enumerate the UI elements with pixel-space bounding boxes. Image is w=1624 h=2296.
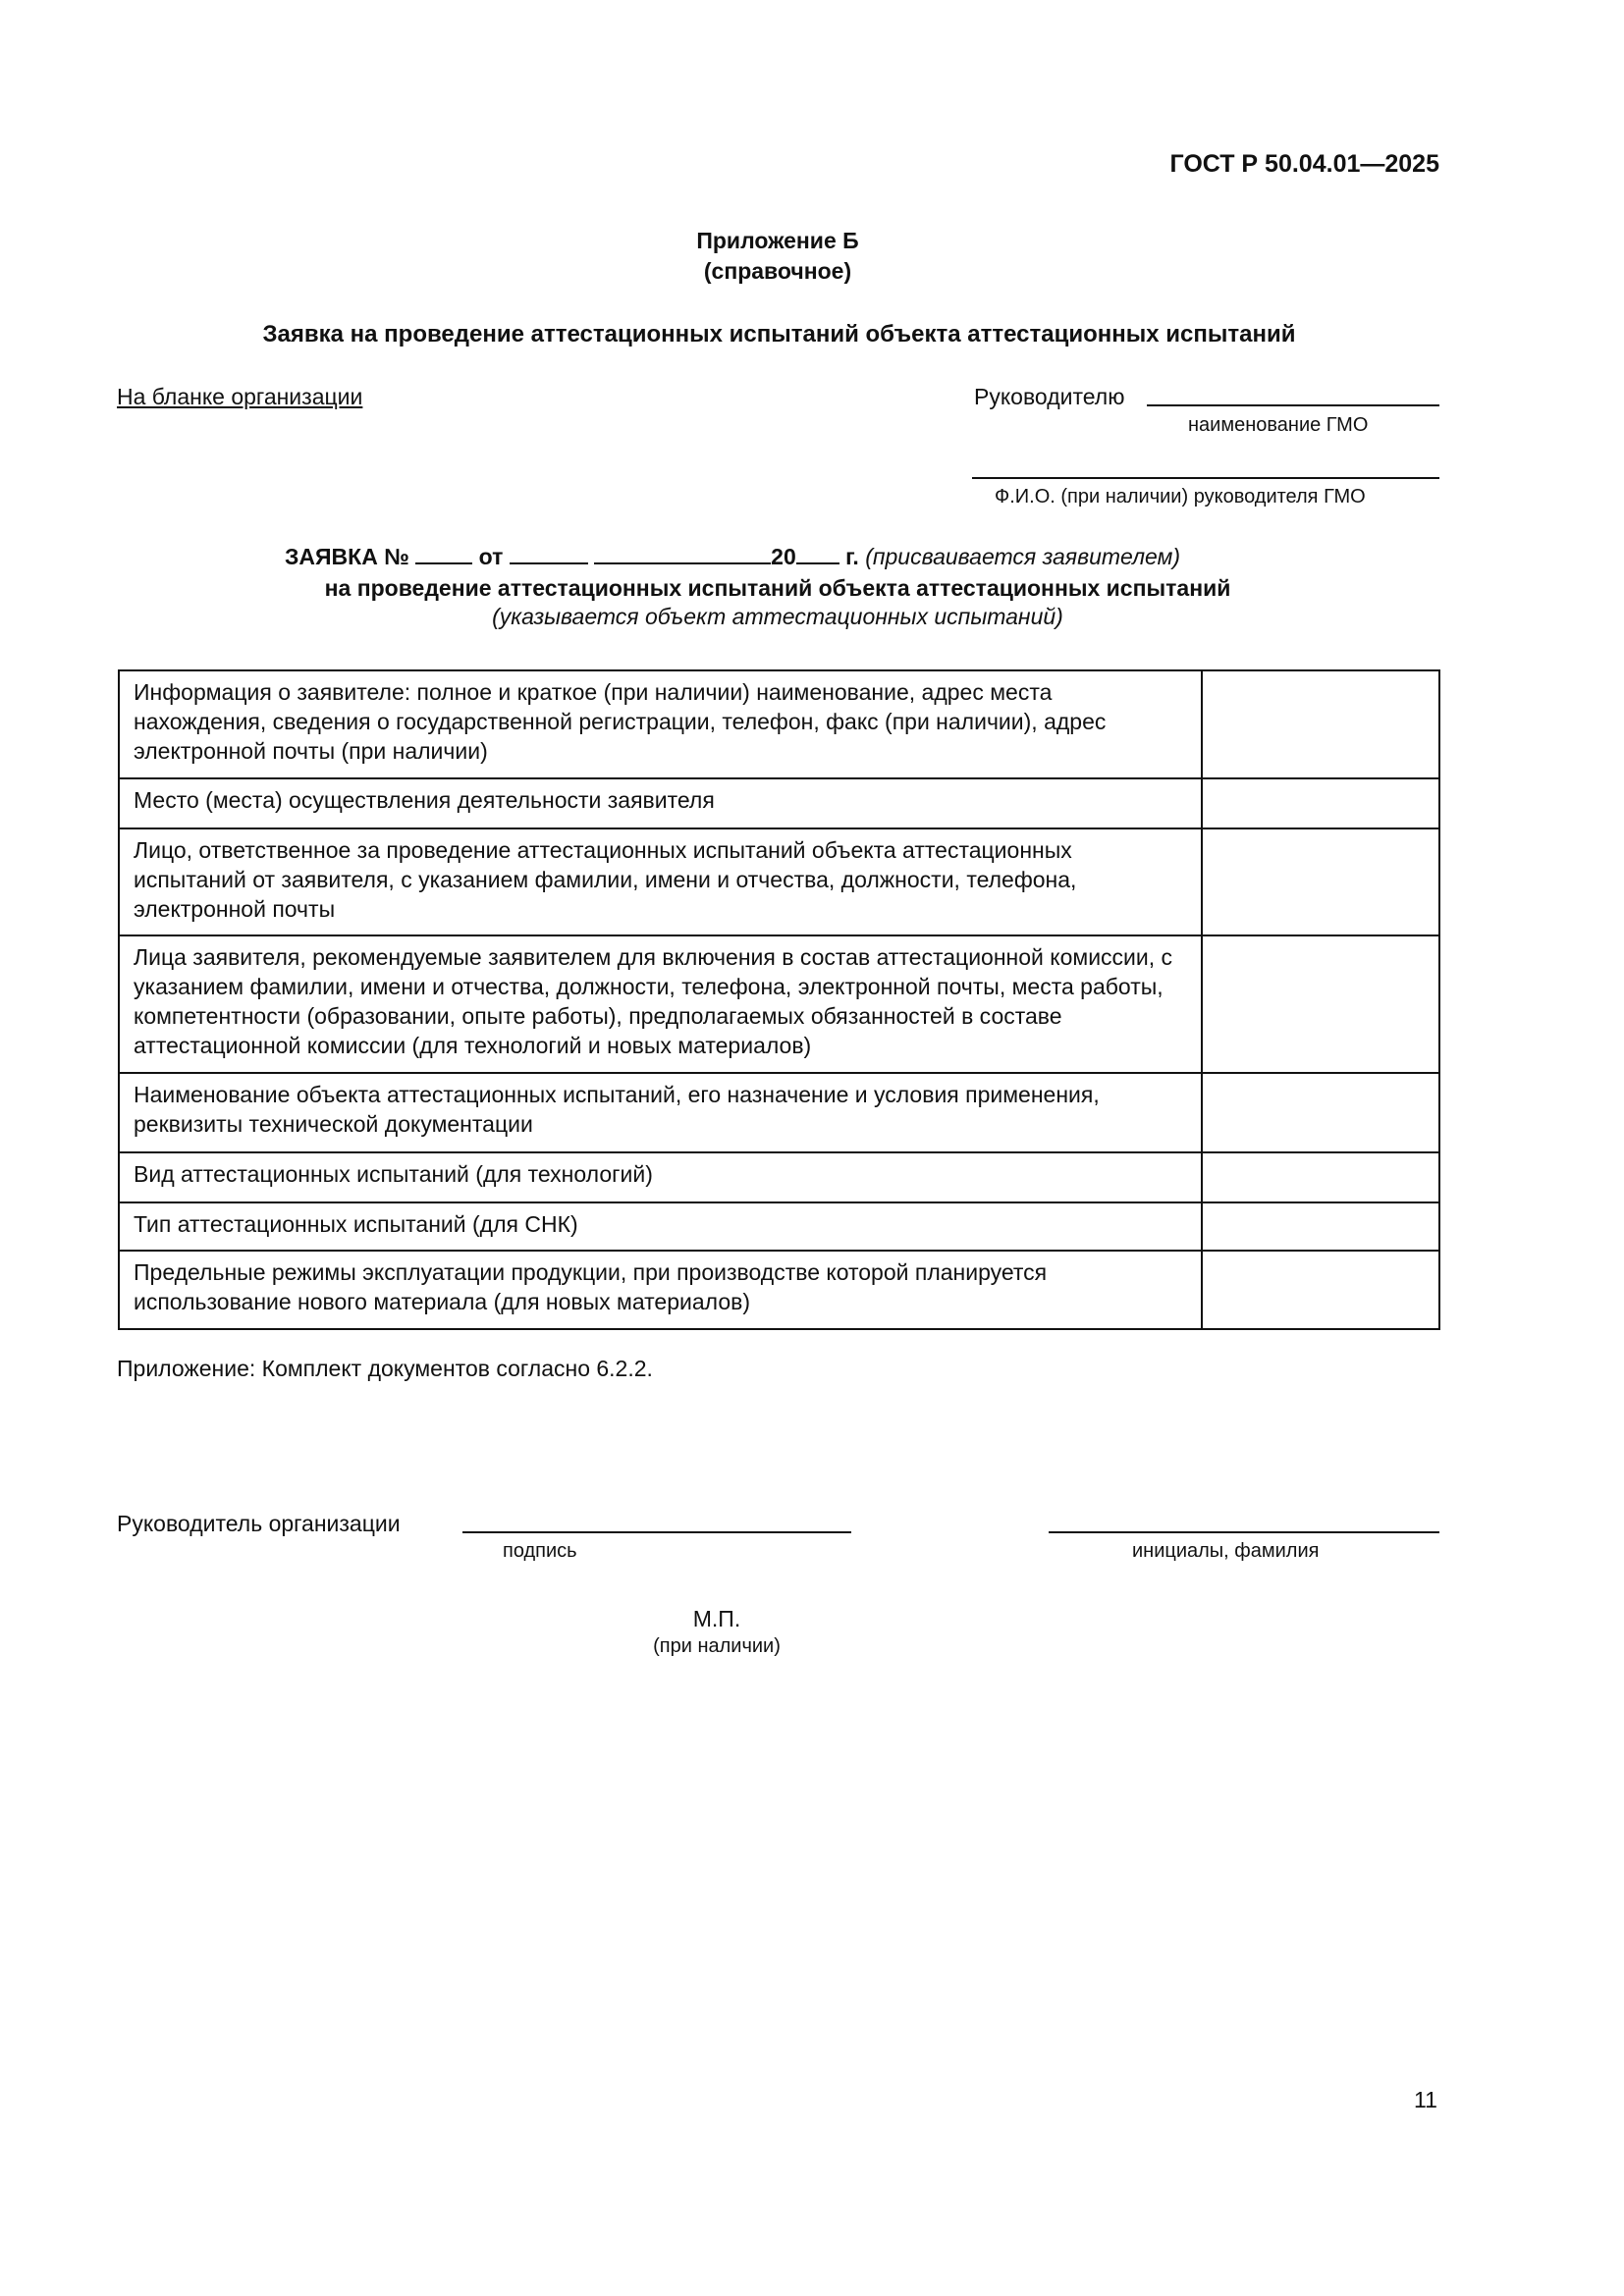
row-value-cell[interactable] xyxy=(1202,1202,1439,1251)
row-value-cell[interactable] xyxy=(1202,935,1439,1073)
row-label: Вид аттестационных испытаний (для технологий) xyxy=(119,1152,1202,1202)
name-hint: инициалы, фамилия xyxy=(1132,1540,1320,1562)
row-label: Информация о заявителе: полное и краткое (при наличии) наименование, адрес места нахождения, сведения о государственной регистрации, телефон, факс (при наличии), адрес электронной почты (при наличии) xyxy=(119,670,1202,778)
row-value-cell[interactable] xyxy=(1202,778,1439,828)
request-line xyxy=(285,544,1180,570)
row-value-cell[interactable] xyxy=(1202,828,1439,935)
table-row xyxy=(119,1152,1439,1202)
table-row xyxy=(119,935,1439,1073)
row-label: Тип аттестационных испытаний (для СНК) xyxy=(119,1202,1202,1251)
addressee-name-hint: наименование ГМО xyxy=(1188,414,1369,436)
row-value-cell[interactable] xyxy=(1202,670,1439,778)
standard-number: ГОСТ Р 50.04.01—2025 xyxy=(1169,150,1439,178)
addressee-label: Руководителю xyxy=(974,384,1125,409)
signature-line xyxy=(462,1531,851,1533)
addressee-name-line xyxy=(1147,404,1439,406)
row-label: Наименование объекта аттестационных испытаний, его назначение и условия применения, реквизиты технической документации xyxy=(119,1073,1202,1152)
row-label: Лицо, ответственное за проведение аттестационных испытаний объекта аттестационных испытаний от заявителя, с указанием фамилии, имени и отчества, должности, телефона, электронной почты xyxy=(119,828,1202,935)
request-g: г. xyxy=(845,544,859,569)
addressee-fio-hint: Ф.И.О. (при наличии) руководителя ГМО xyxy=(995,486,1366,507)
table-row xyxy=(119,828,1439,935)
page-number: 11 xyxy=(1414,2087,1437,2112)
request-year: 20 xyxy=(771,544,796,569)
table-row xyxy=(119,1202,1439,1251)
table-row xyxy=(119,670,1439,778)
row-value-cell[interactable] xyxy=(1202,1073,1439,1152)
table-row xyxy=(119,778,1439,828)
stamp-label: М.П. xyxy=(692,1606,741,1631)
application-table xyxy=(118,669,1440,1330)
addressee-fio-line xyxy=(972,477,1439,479)
appendix-kind: (справочное) xyxy=(703,258,852,284)
signature-label: Руководитель организации xyxy=(117,1511,401,1536)
stamp-note: (при наличии) xyxy=(653,1635,781,1657)
row-label: Лица заявителя, рекомендуемые заявителем для включения в состав аттестационной комиссии, с указанием фамилии, имени и отчества, должности, телефона, электронной почты, места работы, компетентности (образовании, опыте работы), предполагаемых обязанностей в составе аттестационной комиссии (для технологий и новых материалов) xyxy=(119,935,1202,1073)
request-assigned-note: (присваивается заявителем) xyxy=(865,544,1181,569)
request-object-hint: (указывается объект аттестационных испытаний) xyxy=(492,604,1063,629)
document-title: Заявка на проведение аттестационных испытаний объекта аттестационных испытаний xyxy=(262,321,1296,347)
request-subject: на проведение аттестационных испытаний объекта аттестационных испытаний xyxy=(324,575,1231,601)
request-from: от xyxy=(478,544,504,569)
row-label: Предельные режимы эксплуатации продукции, при производстве которой планируется использование нового материала (для новых материалов) xyxy=(119,1251,1202,1329)
letterhead-note: На бланке организации xyxy=(117,384,363,409)
table-row xyxy=(119,1073,1439,1152)
row-label: Место (места) осуществления деятельности заявителя xyxy=(119,778,1202,828)
row-value-cell[interactable] xyxy=(1202,1251,1439,1329)
appendix-title: Приложение Б xyxy=(696,228,859,253)
row-value-cell[interactable] xyxy=(1202,1152,1439,1202)
request-label: ЗАЯВКА № xyxy=(285,544,409,569)
signature-hint: подпись xyxy=(503,1540,577,1562)
attachment-note: Приложение: Комплект документов согласно 6.2.2. xyxy=(117,1356,653,1381)
name-line xyxy=(1049,1531,1439,1533)
table-row xyxy=(119,1251,1439,1329)
